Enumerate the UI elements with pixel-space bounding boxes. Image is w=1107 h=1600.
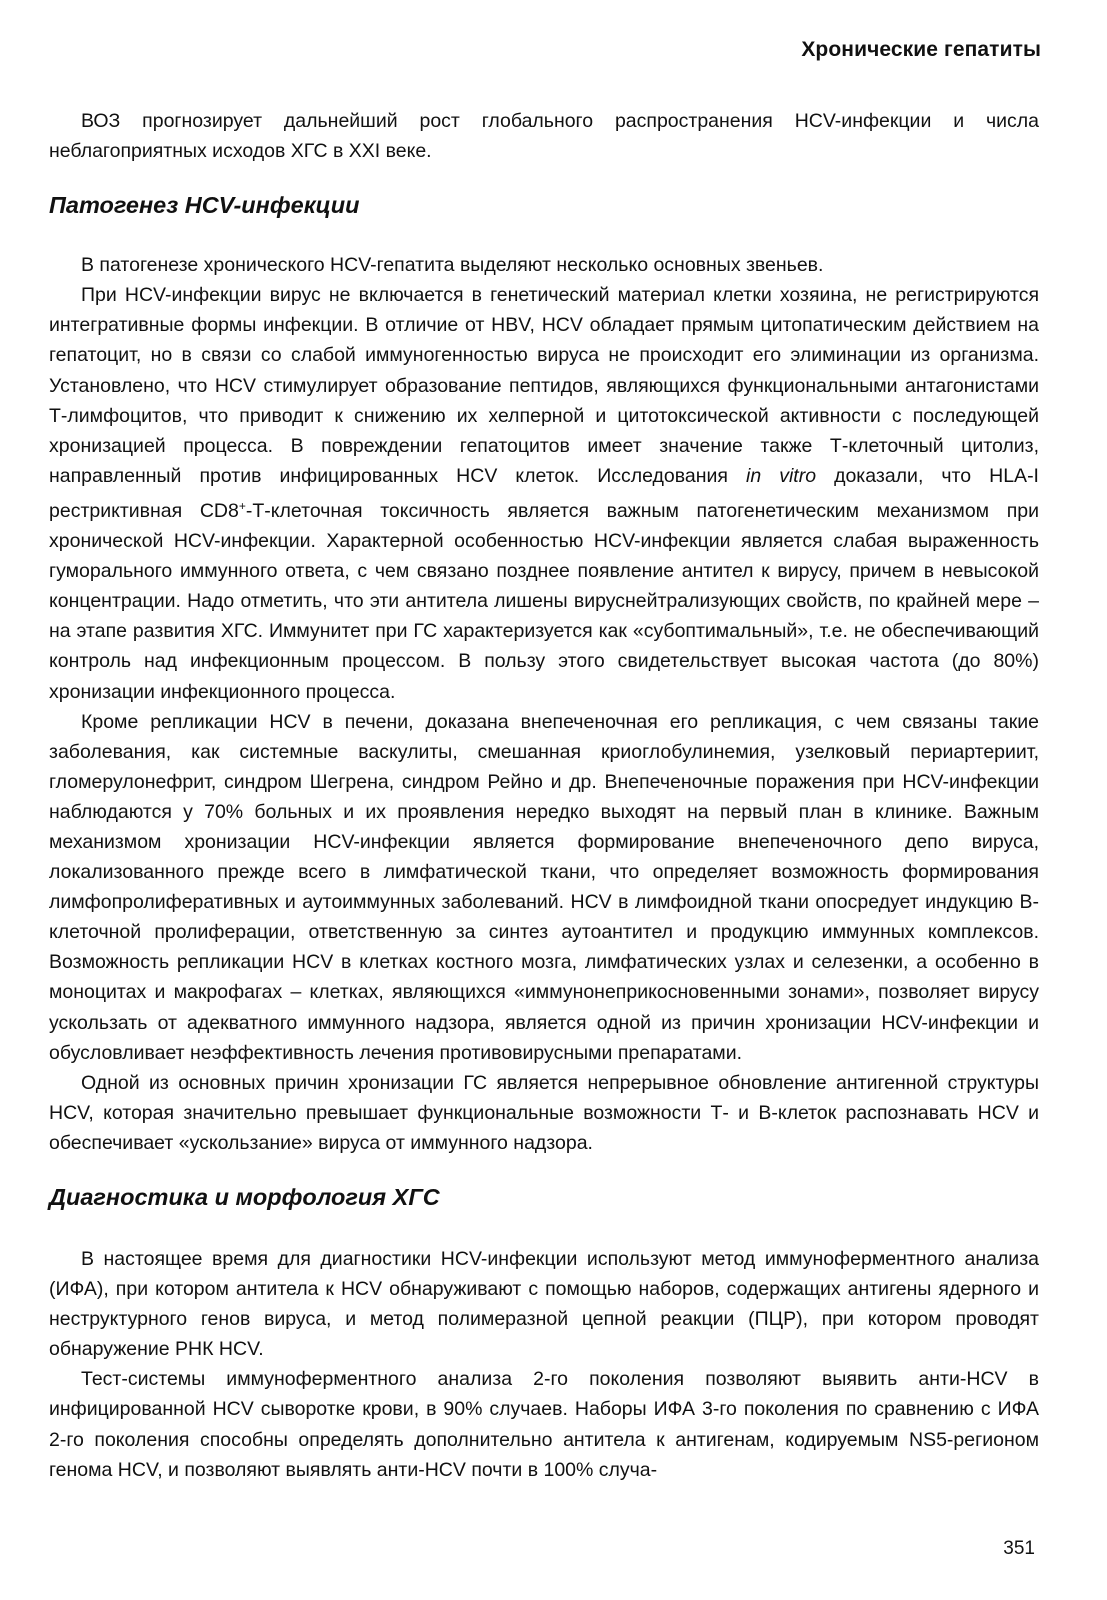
intro-paragraph: ВОЗ прогнозирует дальнейший рост глобального распространения HCV-инфекции и числа неблагоприятных исходов ХГС в XXI веке. xyxy=(49,110,1039,163)
text-run: доказали, что HLA-I рестриктивная CD8 xyxy=(49,464,1039,522)
running-header: Хронические гепатиты xyxy=(801,38,1041,61)
section-heading-pathogenesis: Патогенез HCV-инфекции xyxy=(49,192,360,219)
text-run: При HCV-инфекции вирус не включается в генетический материал клетки хозяина, не регистрируются интегративные формы инфекции. В отличие от HBV, HCV обладает прямым цитопатическим действием на гепатоцит, но в связи со слабой иммуногенностью вируса не происходит его элиминации из организма. Установлено, что HCV стимулирует образование пептидов, являющихся функциональными антагонистами Т-лимфоцитов, что приводит к снижению их хелперной и цитотоксической активности с последующей хронизацией процесса. В повреждении гепатоцитов имеет значение также Т-клеточный цитолиз, направленный против инфицированных HCV клеток. Исследования xyxy=(49,284,1039,487)
paragraph-pathogenesis-4: Одной из основных причин хронизации ГС является непрерывное обновление антигенной структуры HCV, которая значительно превышает функциональные возможности Т- и В-клеток распознавать HCV и обеспечивает «ускользание» вируса от иммунного надзора. xyxy=(49,1071,1039,1154)
italic-term: in vitro xyxy=(746,464,817,487)
page-number: 351 xyxy=(1003,1538,1035,1559)
paragraph-diagnostics-1: В настоящее время для диагностики HCV-инфекции используют метод иммуноферментного анализа (ИФА), при котором антитела к HCV обнаруживают с помощью наборов, содержащих антигены ядерного и неструктурного генов вируса, и метод полимеразной цепной реакции (ПЦР), при котором проводят обнаружение РНК HCV. xyxy=(49,1248,1039,1361)
section-heading-diagnostics: Диагностика и морфология ХГС xyxy=(49,1184,440,1210)
paragraph-pathogenesis-1: В патогенезе хронического HCV-гепатита выделяют несколько основных звеньев. xyxy=(81,254,824,277)
paragraph-diagnostics-2: Тест-системы иммуноферментного анализа 2-го поколения позволяют выявить анти-HCV в инфицированной HCV сыворотке крови, в 90% случаев. Наборы ИФА 3-го поколения по сравнению с ИФА 2-го поколения способны определять дополнительно антитела к антигенам, кодируемым NS5-регионом генома HCV, и позволяют выявлять анти-HCV почти в 100% случа- xyxy=(49,1368,1039,1481)
superscript: + xyxy=(238,498,246,513)
paragraph-pathogenesis-2 xyxy=(49,280,1039,706)
text-run: -Т-клеточная токсичность является важным патогенетическим механизмом при хронической HCV-инфекции. Характерной особенностью HCV-инфекции является слабая выраженность гуморального иммунного ответа, с чем связано позднее появление антител к вирусу, причем в невысокой концентрации. Надо отметить, что эти антитела лишены вируснейтрализующих свойств, по крайней мере – на этапе развития ХГС. Иммунитет при ГС характеризуется как «субоптимальный», т.е. не обеспечивающий контроль над инфекционным процессом. В пользу этого свидетельствует высокая частота (до 80%) хронизации инфекционного процесса. xyxy=(49,499,1039,703)
page-body xyxy=(49,106,1039,1485)
paragraph-pathogenesis-3: Кроме репликации HCV в печени, доказана внепеченочная его репликация, с чем связаны такие заболевания, как системные васкулиты, смешанная криоглобулинемия, узелковый периартериит, гломерулонефрит, синдром Шегрена, синдром Рейно и др. Внепеченочные поражения при HCV-инфекции наблюдаются у 70% больных и их проявления нередко выходят на первый план в клинике. Важным механизмом хронизации HCV-инфекции является формирование внепеченочного депо вируса, локализованного прежде всего в лимфатической ткани, что определяет возможность формирования лимфопролиферативных и аутоиммунных заболеваний. HCV в лимфоидной ткани опосредует индукцию В-клеточной пролиферации, ответственную за синтез аутоантител и продукцию иммунных комплексов. Возможность репликации HCV в клетках костного мозга, лимфатических узлах и селезенки, а особенно в моноцитах и макрофагах – клетках, являющихся «иммунонеприкосновенными зонами», позволяет вирусу ускользать от адекватного иммунного надзора, является одной из причин хронизации HCV-инфекции и обусловливает неэффективность лечения противовирусными препаратами. xyxy=(49,710,1039,1064)
